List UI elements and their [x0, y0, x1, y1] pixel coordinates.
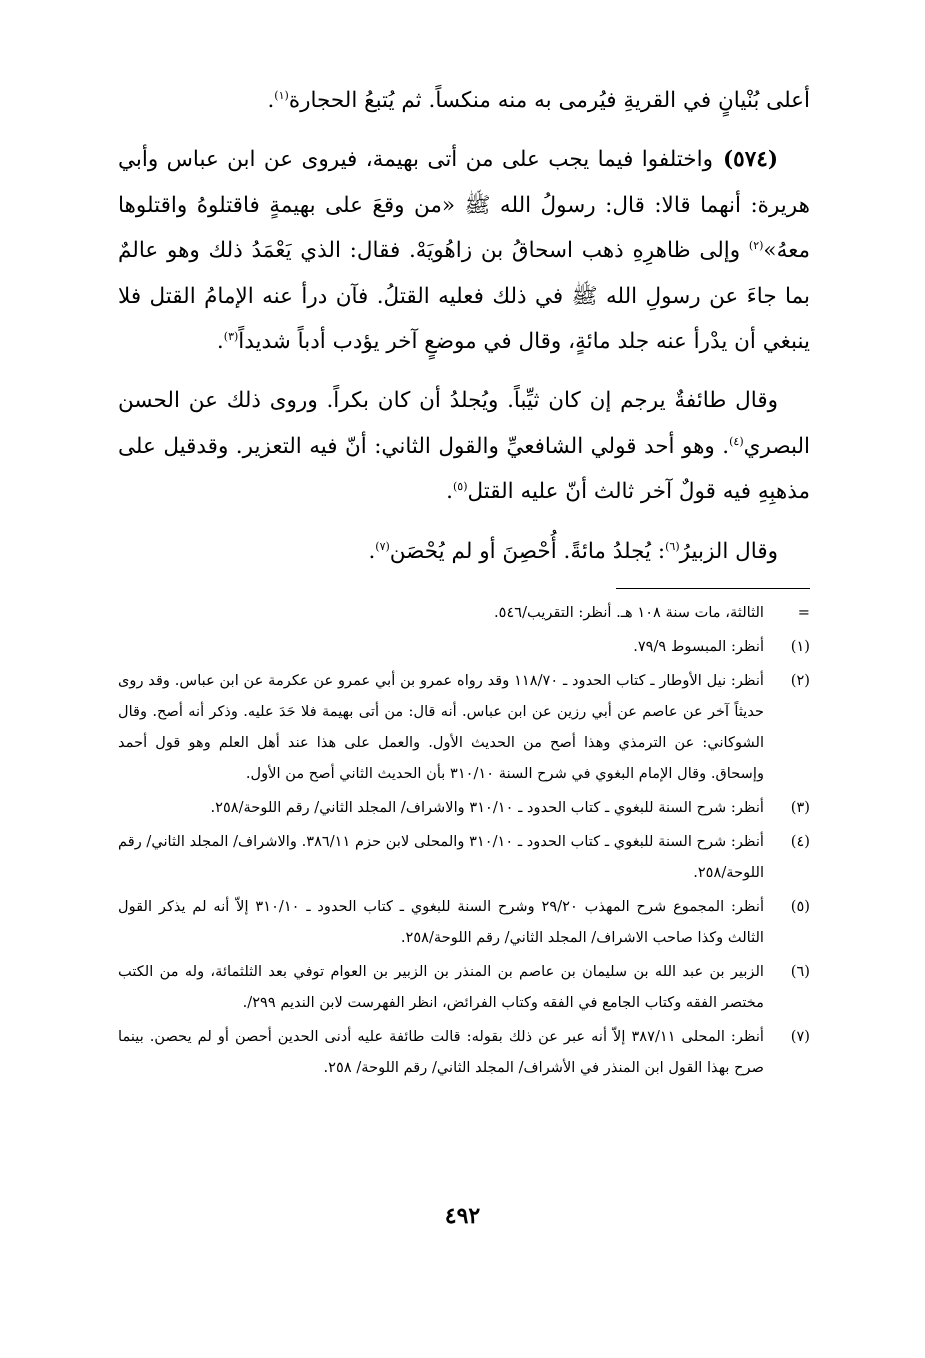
- footnote-text: أنظر: نيل الأوطار ـ كتاب الحدود ـ ١١٨/٧٠ وقد رواه عمرو بن أبي عمرو عن عكرمة عن ابن عباس. وقد روى حديثاً آخر عن عاصم عن أبي رزين عن ابن عباس. أنه قال: من أتى بهيمة فلا حَدَ عليه. وذكر أنه أصح. وقال الشوكاني: عن الترمذي وهذا أصح من الحديث الأول. والعمل على هذا عند أهل العلم وهو قول أحمد وإسحاق. وقال الإمام البغوي في شرح السنة ٣١٠/١٠ بأن الحديث الثاني أصح من الأول.: [118, 672, 764, 783]
- footnote-marker: (١): [790, 638, 810, 656]
- footnote-separator: [616, 588, 810, 589]
- footnote-5: [118, 891, 810, 953]
- footnote-ref: (٦): [665, 539, 680, 553]
- footnote-7: [118, 1021, 810, 1083]
- footnote-marker: (٣): [790, 799, 810, 817]
- footnote-ref: (٥): [452, 480, 468, 494]
- footnote-continuation: [118, 597, 810, 628]
- footnote-ref: (٢): [748, 239, 764, 253]
- footnotes: [118, 597, 810, 1083]
- page-content: [118, 78, 810, 1086]
- text-run: وقال طائفةٌ يرجم إن كان ثيِّباً. ويُجلدُ أن كان بكراً. وروى ذلك عن الحسن البصري: [118, 388, 810, 459]
- footnote-3: [118, 792, 810, 823]
- text-run: . وهو أحد قولي الشافعيِّ والقول الثاني: أنّ فيه التعزير. وقدقيل على مذهبِهِ فيه قولٌ آخر ثالث أنّ عليه القتل: [118, 433, 810, 505]
- footnote-text: أنظر: شرح السنة للبغوي ـ كتاب الحدود ـ ٣١٠/١٠ والمحلى لابن حزم ٣٨٦/١١. والاشراف/ المجلد الثاني/ رقم اللوحة/٢٥٨.: [118, 833, 764, 882]
- footnote-ref: (٧): [375, 539, 390, 553]
- text-run: واختلفوا فيما يجب على من أتى بهيمة، فيروى عن ابن عباس وأبي هريرة: أنهما قالا: قال: رسولُ الله ﷺ «من وقعَ على بهيمةٍ فاقتلوهُ واقتلوها معهُ»: [118, 147, 810, 264]
- paragraph-zubair: وقال الزبيرُ$^{(٦)}$: يُجلدُ مائةً. أُحْصِنَ أو لم يُحْصَن$^{(٧)}$.: [368, 538, 778, 564]
- footnote-marker: (٤): [790, 833, 810, 851]
- text-run: : يُجلدُ مائةً. أُحْصِنَ أو لم يُحْصَن: [389, 538, 666, 564]
- footnote-ref: (١): [274, 88, 289, 102]
- paragraph-continuation: أعلى بُنْيانٍ في القريةِ فيُرمى به منه منكساً. ثم يُتبعُ الحجارة$^{(١)}$.: [267, 88, 810, 113]
- footnote-text: أنظر: شرح السنة للبغوي ـ كتاب الحدود ـ ٣١٠/١٠ والاشراف/ المجلد الثاني/ رقم اللوحة/٢٥٨.: [210, 799, 764, 817]
- text-run: وقال الزبيرُ: [679, 538, 778, 564]
- footnote-1: [118, 631, 810, 662]
- page-number: ٤٩٢: [444, 1203, 481, 1229]
- footnote-ref: (٤): [729, 434, 744, 448]
- text-run: أعلى بُنْيانٍ في القريةِ فيُرمى به منه منكساً. ثم يُتبعُ الحجارة: [288, 88, 810, 113]
- footnote-text: أنظر: المحلى ٣٨٧/١١ إلاّ أنه عبر عن ذلك بقوله: قالت طائفة عليه أدنى الحدين أحصن أو لم يحصن. بينما صرح بهذا القول ابن المنذر في الأشراف/ المجلد الثاني/ رقم اللوحة/ ٢٥٨.: [118, 1028, 764, 1077]
- footnote-2: [118, 665, 810, 789]
- paragraph-second-opinion: وقال طائفةٌ يرجم إن كان ثيِّباً. ويُجلدُ أن كان بكراً. وروى ذلك عن الحسن البصري$^{(٤)}$. وهو أحد قولي الشافعيِّ والقول الثاني: أنّ فيه التعزير. وقدقيل على مذهبِهِ فيه قولٌ آخر ثالث أنّ عليه القتل$^{(٥)}$.: [118, 388, 810, 505]
- section-number: (٥٧٤): [722, 147, 778, 173]
- footnote-text: أنظر: المجموع شرح المهذب ٢٩/٢٠ وشرح السنة للبغوي ـ كتاب الحدود ـ ٣١٠/١٠ إلاّ أنه لم يذكر القول الثالث وكذا صاحب الاشراف/ المجلد الثاني/ رقم اللوحة/٢٥٨.: [118, 898, 765, 947]
- footnote-marker: (٧): [790, 1028, 810, 1046]
- footnote-marker: =: [797, 604, 810, 622]
- footnote-ref: (٣): [223, 329, 239, 343]
- footnote-marker: (٦): [790, 963, 810, 981]
- text-run: وإلى ظاهرِهِ ذهب اسحاقُ بن زاهُويَهْ. فقال: الذي يَعْمَدُ ذلك وهو عالمٌ بما جاءَ عن رسولِ الله ﷺ في ذلك فعليه القتلُ. فآن درأ عنه الإمامُ القتل فلا ينبغي أن يدْرأ عنه جلد مائةٍ، وقال في موضعٍ آخر يؤدب أدباً شديداً: [118, 238, 810, 355]
- footnote-marker: (٢): [790, 672, 810, 690]
- paragraph-574: (٥٧٤)واختلفوا فيما يجب على من أتى بهيمة، فيروى عن ابن عباس وأبي هريرة: أنهما قالا: قال: رسولُ الله ﷺ «من وقعَ على بهيمةٍ فاقتلوهُ واقتلوها معهُ»$^{(٢)}$ وإلى ظاهرِهِ ذهب اسحاقُ بن زاهُويَهْ. فقال: الذي يَعْمَدُ ذلك وهو عالمٌ بما جاءَ عن رسولِ الله ﷺ في ذلك فعليه القتلُ. فآن درأ عنه الإمامُ القتل فلا ينبغي أن يدْرأ عنه جلد مائةٍ، وقال في موضعٍ آخر يؤدب أدباً شديداً$^{(٣)}$.: [118, 147, 810, 355]
- footnote-4: [118, 826, 810, 888]
- footnote-text: الزبير بن عبد الله بن سليمان بن عاصم بن المنذر بن الزبير بن العوام توفي بعد الثلثمائة، وله من الكتب مختصر الفقه وكتاب الجامع في الفقه وكتاب الفرائض، انظر الفهرست لابن النديم ٢٩٩/.: [118, 963, 764, 1012]
- footnote-marker: (٥): [790, 898, 810, 916]
- footnote-text: أنظر: المبسوط ٧٩/٩.: [633, 638, 764, 656]
- footnote-6: [118, 956, 810, 1018]
- main-text: [118, 78, 810, 574]
- footnote-text: الثالثة، مات سنة ١٠٨ هـ. أنظر: التقريب/٥٤٦.: [493, 604, 764, 622]
